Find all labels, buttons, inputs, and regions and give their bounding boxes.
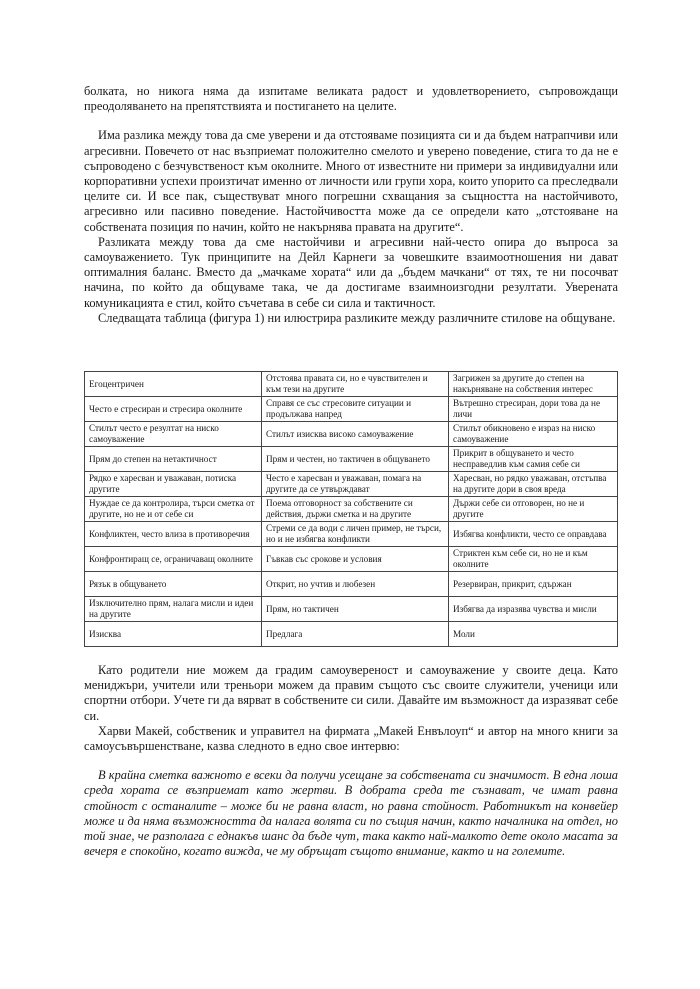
table-row <box>85 522 618 547</box>
document-body <box>84 84 618 326</box>
table-cell: Резервиран, прикрит, сдържан <box>449 572 618 597</box>
table-row <box>85 547 618 572</box>
table-body <box>85 372 618 647</box>
table-cell: Прям, но тактичен <box>262 597 449 622</box>
table-cell: Прям и честен, но тактичен в общуването <box>262 447 449 472</box>
table-cell: Рядко е харесван и уважаван, потиска другите <box>85 472 262 497</box>
table-cell: Държи себе си отговорен, но не и другите <box>449 497 618 522</box>
table-cell: Нуждае се да контролира, търси сметка от другите, но не и от себе си <box>85 497 262 522</box>
table-row <box>85 422 618 447</box>
table-cell: Открит, но учтив и любезен <box>262 572 449 597</box>
table-cell: Изключително прям, налага мисли и идеи на другите <box>85 597 262 622</box>
communication-styles-table <box>84 371 618 647</box>
table-row <box>85 597 618 622</box>
table-cell: Стриктен към себе си, но не и към околните <box>449 547 618 572</box>
table-cell: Харесван, но рядко уважаван, отстъпва на другите дори в своя вреда <box>449 472 618 497</box>
table-cell: Конфронтиращ се, ограничаващ околните <box>85 547 262 572</box>
table-cell: Стреми се да води с личен пример, не търси, но и не избягва конфликти <box>262 522 449 547</box>
table-cell: Гъвкав със срокове и условия <box>262 547 449 572</box>
table-cell: Прям до степен на нетактичност <box>85 447 262 472</box>
table-cell: Избягва да изразява чувства и мисли <box>449 597 618 622</box>
table-cell: Загрижен за другите до степен на накърняване на собствения интерес <box>449 372 618 397</box>
table-row <box>85 497 618 522</box>
table-cell: Отстоява правата си, но е чувствителен и към тези на другите <box>262 372 449 397</box>
table-cell: Стилът обикновено е израз на ниско самоуважение <box>449 422 618 447</box>
table-row <box>85 622 618 647</box>
paragraph: Харви Макей, собственик и управител на фирмата „Макей Енвълоуп“ и автор на много книги за самоусъвършенстване, казва следното в едно свое интервю: <box>84 723 618 754</box>
table-cell: Стилът често е резултат на ниско самоуважение <box>85 422 262 447</box>
table-cell: Рязък в общуването <box>85 572 262 597</box>
table-row <box>85 447 618 472</box>
table-cell: Вътрешно стресиран, дори това да не личи <box>449 397 618 422</box>
table-cell: Справя се със стресовите ситуации и продължава напред <box>262 397 449 422</box>
table-row <box>85 572 618 597</box>
table-row <box>85 472 618 497</box>
document-body-continued <box>84 663 618 859</box>
table-cell: Често е стресиран и стресира околните <box>85 397 262 422</box>
table-cell: Поема отговорност за собствените си действия, държи сметка и на другите <box>262 497 449 522</box>
table-cell: Стилът изисква високо самоуважение <box>262 422 449 447</box>
paragraph: Следващата таблица (фигура 1) ни илюстрира разликите между различните стилове на общуване. <box>98 310 616 325</box>
table-cell: Избягва конфликти, често се оправдава <box>449 522 618 547</box>
table-row <box>85 397 618 422</box>
table-cell: Често е харесван и уважаван, помага на другите да се утвърждават <box>262 472 449 497</box>
table-cell: Прикрит в общуването и често несправедлив към самия себе си <box>449 447 618 472</box>
table-cell: Изисква <box>85 622 262 647</box>
table-row <box>85 372 618 397</box>
paragraph: Като родители ние можем да градим самоувереност и самоуважение у своите деца. Като мениджъри, учители или треньори можем да правим същото със своите служители, ученици или спортни отбори. Учете ги да вярват в собствените си сили. Давайте им възможност да изразяват себе си. <box>84 663 618 723</box>
paragraph: болката, но никога няма да изпитаме великата радост и удовлетворението, съпровождащи преодоляването на препятствията и постигането на целите. <box>84 84 618 114</box>
paragraph: Има разлика между това да сме уверени и да отстояваме позицията си и да бъдем натрапчиви или агресивни. Повечето от нас възприемат положително смелото и уверено поведение, стига то да не е съпроводено с безчувственост към околните. Много от известните ни примери за индивидуални или корпоративни успехи произтичат именно от личности или групи хора, които упорито са преследвали целите си. И все пак, съществуват много погрешни схващания за същността на настойчивото, агресивно или пасивно поведение. Настойчивостта може да се определи като „отстояване на собствената позиция по начин, който не накърнява правата на другите“. <box>84 128 618 234</box>
table-cell: Предлага <box>262 622 449 647</box>
table-cell: Конфликтен, често влиза в противоречия <box>85 522 262 547</box>
paragraph: Разликата между това да сме настойчиви и агресивни най-често опира до въпроса за самоуважението. Тук принципите на Дейл Карнеги за човешките взаимоотношения ни дават оптималния баланс. Вместо да „мачкаме хората“ или да „бъдем мачкани“ от тях, те ни посочват начина, по който да общуваме така, че да достигаме взаимноизгодни резултати. Уверената комуникацията е стил, който съчетава в себе си сила и тактичност. <box>84 234 618 310</box>
table-cell: Моли <box>449 622 618 647</box>
interview-quote: В крайна сметка важното е всеки да получи усещане за собствената си значимост. В една лоша среда хората се възприемат като жертви. В добрата среда те съзнават, че имат равна стойност с останалите – може би не равна власт, но равна стойност. Работникът на конвейер може и да няма възможността да налага волята си по същия начин, както началника на отдел, но той знае, че разполага с еднакъв шанс да бъде чут, така както най-малкото дете около масата за вечеря е спокойно, когато вижда, че му обръщат същото внимание, както и на големите. <box>84 768 618 859</box>
table-cell: Егоцентричен <box>85 372 262 397</box>
